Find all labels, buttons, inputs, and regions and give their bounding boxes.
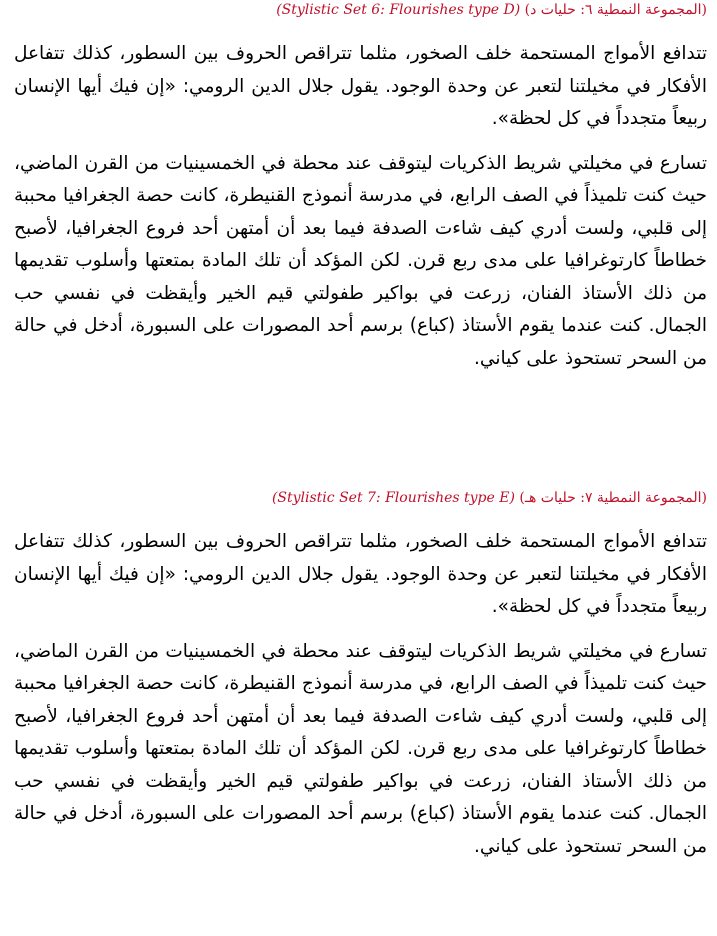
heading-arabic: المجموعة النمطية ٧: حليات هـ [524,490,702,506]
section-heading: (المجموعة النمطية ٧: حليات هـ) (Stylistic Set 7: Flourishes type E) [271,490,707,506]
sample-paragraph-2: تسارع في مخيلتي شريط الذكريات ليتوقف عند محطة في الخمسينيات من القرن الماضي، حيث كنت تلميذاً في الصف الرابع، في مدرسة أنموذج القنيطرة، كانت حصة الجغرافيا محببة إلى قلبي، ولست أدري كيف شاءت الصدفة فيما بعد أن أمتهن أحد فروع الجغرافيا، لأصبح خطاطاً كارتوغرافيا على مدى ربع قرن. لكن المؤكد أن تلك المادة بمتعتها وأسلوب تقديمها من ذلك الأستاذ الفنان، زرعت في بواكير طفولتي قيم الخير وأيقظت في نفسي حب الجمال. كنت عندما يقوم الأستاذ (كباع) برسم أحد المصورات على السبورة، أدخل في حالة من السحر تستحوذ على كياني. [14,152,707,369]
section-heading: (المجموعة النمطية ٦: حليات د) (Stylistic Set 6: Flourishes type D) [276,2,707,18]
heading-latin: (Stylistic Set 6: Flourishes type D) [276,2,521,18]
heading-latin: (Stylistic Set 7: Flourishes type E) [271,490,515,506]
sample-paragraph-2: تسارع في مخيلتي شريط الذكريات ليتوقف عند محطة في الخمسينيات من القرن الماضي، حيث كنت تلميذاً في الصف الرابع، في مدرسة أنموذج القنيطرة، كانت حصة الجغرافيا محببة إلى قلبي، ولست أدري كيف شاءت الصدفة فيما بعد أن أمتهن أحد فروع الجغرافيا، لأصبح خطاطاً كارتوغرافيا على مدى ربع قرن. لكن المؤكد أن تلك المادة بمتعتها وأسلوب تقديمها من ذلك الأستاذ الفنان، زرعت في بواكير طفولتي قيم الخير وأيقظت في نفسي حب الجمال. كنت عندما يقوم الأستاذ (كباع) برسم أحد المصورات على السبورة، أدخل في حالة من السحر تستحوذ على كياني. [14,640,707,857]
sample-paragraph-1: تتدافع الأمواج المستحمة خلف الصخور، مثلما تتراقص الحروف بين السطور، كذلك تتفاعل الأفكار في مخيلتنا لتعبر عن وحدة الوجود. يقول جلال الدين الرومي: «إن فيك أيها الإنسان ربيعاً متجدداً في كل لحظة». [14,43,707,129]
stylistic-set-7-section [14,488,707,863]
stylistic-set-6-section [14,0,707,375]
heading-arabic: المجموعة النمطية ٦: حليات د [530,2,702,18]
sample-paragraph-1: تتدافع الأمواج المستحمة خلف الصخور، مثلما تتراقص الحروف بين السطور، كذلك تتفاعل الأفكار في مخيلتنا لتعبر عن وحدة الوجود. يقول جلال الدين الرومي: «إن فيك أيها الإنسان ربيعاً متجدداً في كل لحظة». [14,531,707,617]
